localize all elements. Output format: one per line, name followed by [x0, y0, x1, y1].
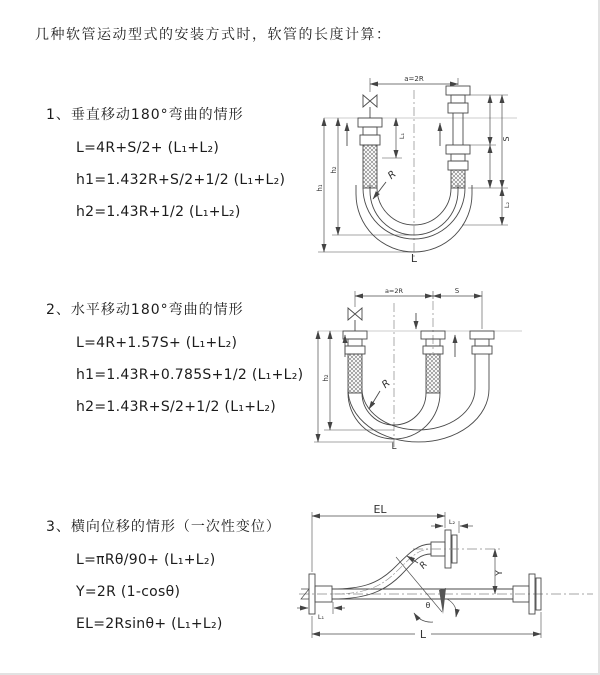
dim-label-l1: L₁ — [317, 613, 325, 621]
length-label: L — [391, 442, 397, 451]
dim-label-span: a=2R — [404, 75, 424, 83]
valve-icon — [348, 308, 362, 320]
dim-label-el: EL — [373, 503, 387, 516]
formula: Y=2R (1-cosθ) — [76, 584, 181, 600]
formula: h2=1.43R+S/2+1/2 (L₁+L₂) — [76, 399, 277, 415]
radius-label: R — [418, 559, 430, 572]
hose-s-curve — [332, 544, 431, 599]
dim-label-l2: L₂ — [448, 518, 456, 526]
formula: h2=1.43R+1/2 (L₁+L₂) — [76, 204, 241, 220]
radius-label: R — [380, 377, 393, 391]
formula: L=4R+1.57S+ (L₁+L₂) — [76, 335, 238, 351]
fitting-3 — [470, 331, 494, 354]
radius-leader — [369, 391, 380, 409]
dim-label-s: S — [502, 136, 511, 142]
diagram-vertical-180-bend — [312, 70, 600, 264]
valve-icon — [363, 95, 377, 107]
section-3-formulas — [76, 544, 281, 640]
section-3-heading: 3、横向位移的情形（一次性变位） — [46, 519, 281, 535]
dim-label-l2: L₂ — [503, 201, 511, 209]
rotation-arrow-left — [414, 613, 433, 622]
section-2 — [46, 299, 303, 423]
fitting-1 — [343, 331, 367, 354]
dim-label-h1: h₁ — [316, 184, 324, 192]
section-3 — [46, 516, 281, 640]
radius-label: R — [386, 168, 399, 182]
formula: h1=1.43R+0.785S+1/2 (L₁+L₂) — [76, 367, 304, 383]
hose-u-bends — [348, 389, 489, 442]
page-title: 几种软管运动型式的安装方式时，软管的长度计算： — [35, 27, 392, 43]
length-label: L — [419, 628, 427, 641]
section-1-heading: 1、垂直移动180°弯曲的情形 — [46, 107, 244, 123]
braided-hose-left — [348, 354, 362, 393]
dim-label-y: Y — [495, 570, 505, 576]
dim-label-s: S — [454, 287, 460, 295]
formula: L=4R+S/2+ (L₁+L₂) — [76, 140, 220, 156]
section-2-heading: 2、水平移动180°弯曲的情形 — [46, 302, 244, 318]
right-upper-fitting — [446, 86, 470, 113]
dim-label-span: a=2R — [384, 287, 404, 295]
section-2-formulas — [76, 327, 303, 423]
dim-label-h2: h₂ — [322, 374, 330, 382]
rotation-arrow-right — [447, 599, 456, 617]
formula: EL=2Rsinθ+ (L₁+L₂) — [76, 616, 223, 632]
dim-label-h2: h₂ — [330, 166, 338, 174]
diagram-horizontal-180-bend — [310, 283, 600, 451]
braided-hose-middle — [426, 354, 440, 393]
right-lower-fitting — [446, 145, 470, 170]
diagram-lateral-displacement — [295, 502, 600, 657]
left-fitting — [358, 118, 382, 145]
formula: L=πRθ/90+ (L₁+L₂) — [76, 552, 216, 568]
braided-hose-left — [363, 145, 377, 188]
dim-label-l1: L₁ — [398, 132, 406, 140]
section-1-formulas — [76, 132, 285, 228]
section-1 — [46, 104, 285, 228]
angle-label: θ — [425, 601, 431, 610]
formula: h1=1.432R+S/2+1/2 (L₁+L₂) — [76, 172, 286, 188]
length-label: L — [410, 252, 418, 264]
